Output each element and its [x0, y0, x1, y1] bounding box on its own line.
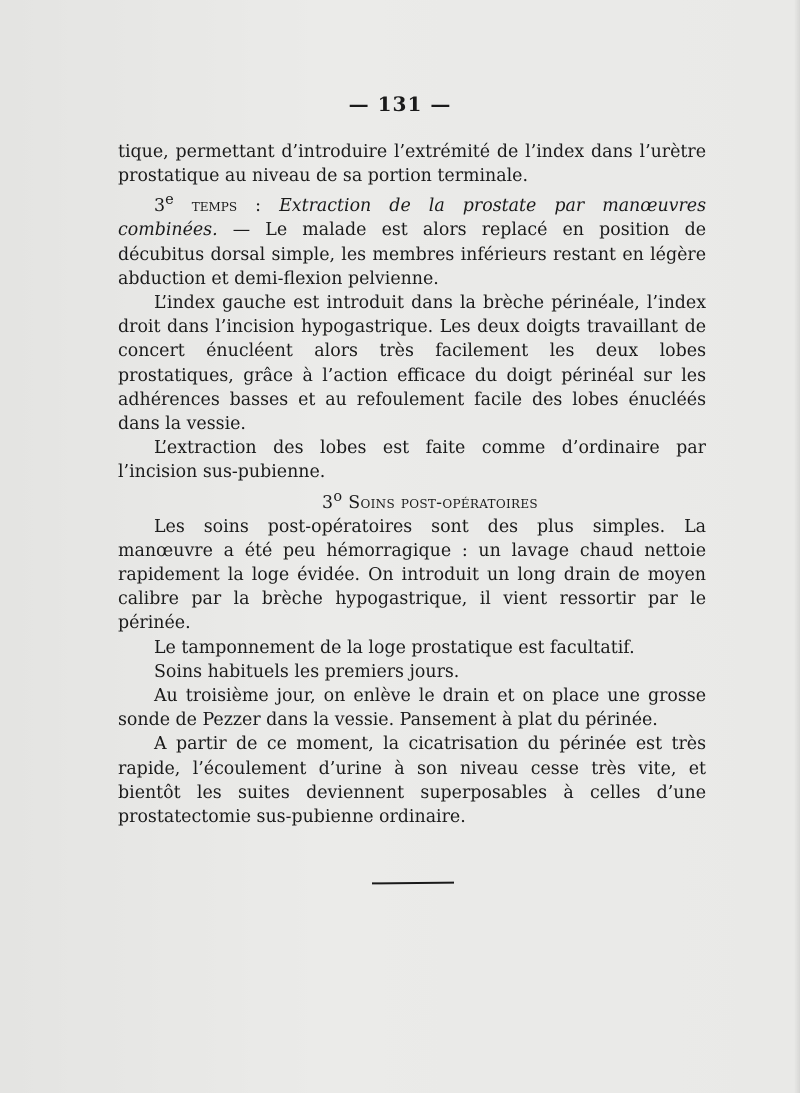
paragraph-index-introduction: L’index gauche est introduit dans la brèche périnéale, l’index droit dans l’incision hypogastrique. Les deux doigts travaillant de concert énucléent alors très facilement les deux lobes prostatiques, grâce à l’action efficace du doigt périnéal sur les adhérences basses et au refoulement facile des lobes énucléés dans la vessie.	[118, 293, 706, 435]
step-number-suffix: e	[165, 192, 174, 209]
paragraph-continuation: tique, permettant d’introduire l’extrémité de l’index dans l’urètre prostatique au niveau de sa portion terminale.	[118, 142, 706, 187]
step-number: 3	[154, 196, 166, 217]
paragraph-extraction: L’extraction des lobes est faite comme d’ordinaire par l’incision sus-pubienne.	[118, 438, 706, 483]
section-number-suffix: o	[333, 488, 343, 505]
end-rule	[372, 882, 454, 885]
paragraph-third-step	[118, 188, 706, 291]
page-edge-shadow	[794, 0, 800, 1093]
paragraph-healing: A partir de ce moment, la cicatrisation du périnée est très rapide, l’écoulement d’urine à son niveau cesse très vite, et bientôt les suites deviennent superposables à celles d’une prostatectomie sus-pubienne ordinaire.	[118, 734, 706, 828]
paragraph-tamponnement: Le tamponnement de la loge prostatique est facultatif.	[154, 637, 635, 658]
paragraph-postop-care: Les soins post-opératoires sont des plus simples. La manœuvre a été peu hémorragique : un lavage chaud nettoie rapidement la loge évidée. On introduit un long drain de moyen calibre par la brèche hypogastrique, il vient ressortir par le périnée.	[118, 516, 706, 634]
page-header	[0, 92, 800, 116]
step-title: Extraction de la prostate par manœuvres combinées.	[118, 196, 707, 241]
section-number: 3	[322, 492, 334, 513]
section-title: Soins post-opératoires	[348, 492, 538, 513]
step-label: temps	[191, 196, 238, 217]
paragraph-third-day: Au troisième jour, on enlève le drain et on place une grosse sonde de Pezzer dans la vessie. Pansement à plat du périnée.	[118, 686, 706, 731]
step-text: — Le malade est alors replacé en position de décubitus dorsal simple, les membres inférieurs restant en légère abduction et demi-flexion pelvienne.	[118, 220, 706, 289]
page-number: — 131 —	[348, 92, 452, 116]
step-separator: :	[237, 196, 280, 217]
section-heading	[118, 485, 706, 515]
body-text	[118, 140, 706, 829]
paragraph-usual-care: Soins habituels les premiers jours.	[154, 661, 460, 682]
